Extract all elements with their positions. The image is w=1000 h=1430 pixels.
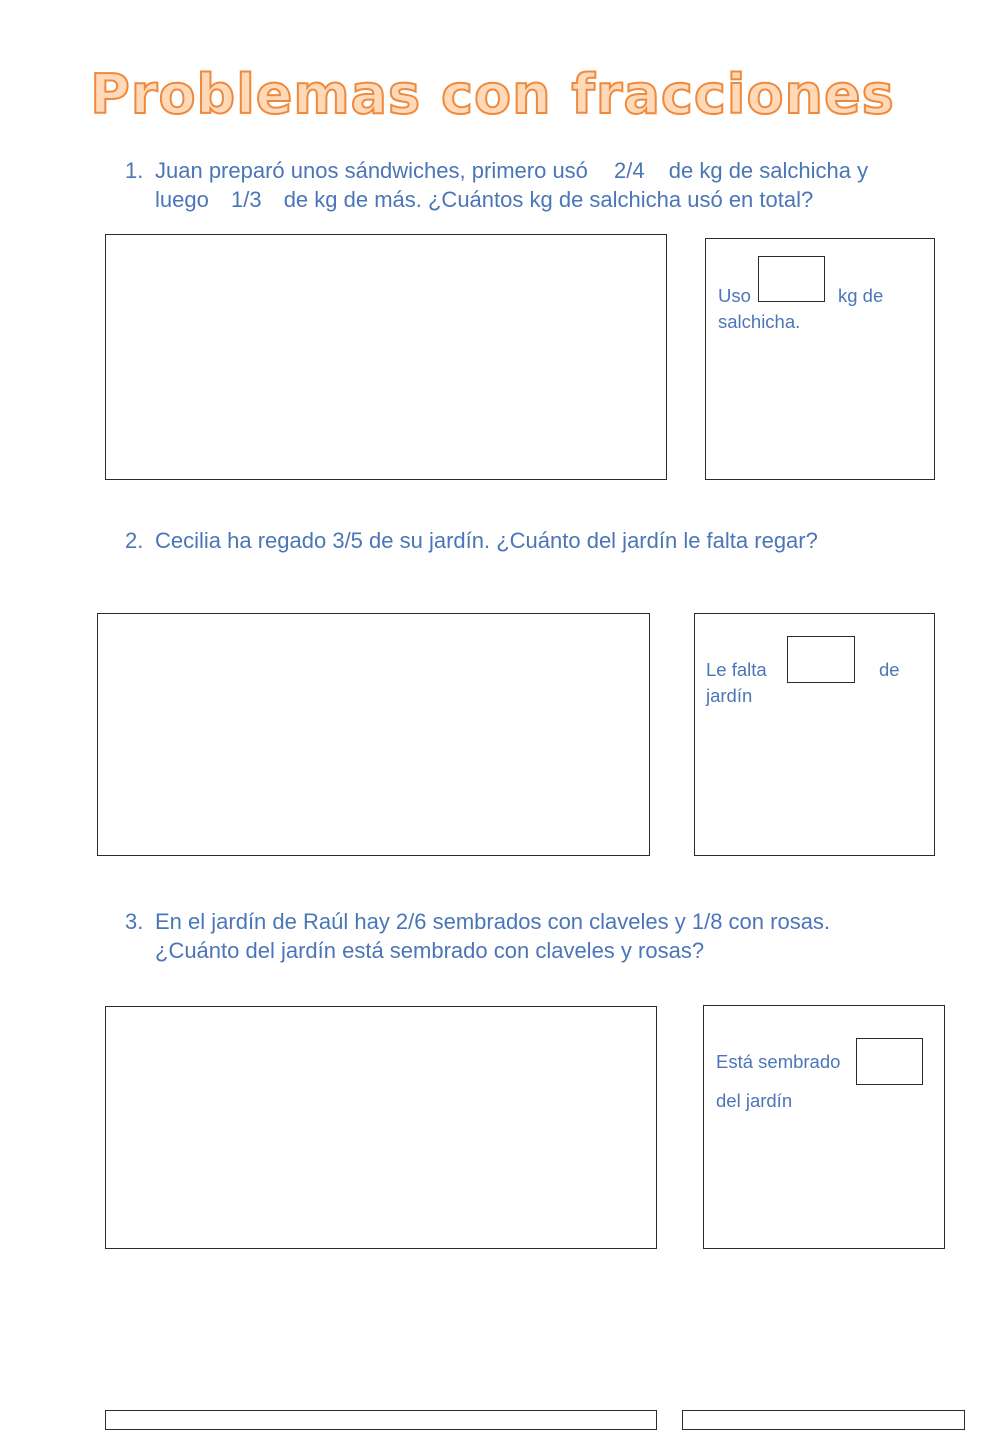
- problem-3-question: 3. En el jardín de Raúl hay 2/6 sembrados con claveles y 1/8 con rosas. ¿Cuánto del jardín está sembrado con claveles y rosas?: [125, 909, 831, 963]
- problem-3-answer-area: [703, 1005, 945, 1249]
- problem-2-answer-area: [694, 613, 935, 856]
- problem-number: 1.: [125, 158, 144, 183]
- fraction: 1/3: [230, 187, 262, 212]
- fraction: 2/4: [614, 158, 645, 183]
- problem-4-work-area[interactable]: [105, 1410, 657, 1430]
- answer-text: del jardín: [716, 1090, 793, 1111]
- problem-4-answer-area: [682, 1410, 965, 1430]
- answer-text: Está sembrado: [716, 1051, 841, 1072]
- problem-number: 2.: [125, 528, 144, 553]
- problem-2-work-area[interactable]: [97, 613, 650, 856]
- problem-2-question: 2. Cecilia ha regado 3/5 de su jardín. ¿Cuánto del jardín le falta regar?: [125, 528, 818, 553]
- answer-text: salchicha.: [718, 311, 801, 332]
- answer-text: Le falta: [706, 659, 767, 680]
- answer-text: Uso: [718, 285, 751, 306]
- answer-text: jardín: [706, 685, 753, 706]
- answer-text: de: [879, 659, 900, 680]
- page-title: Problemas con fracciones: [90, 63, 895, 126]
- problem-1-answer-area: [705, 238, 935, 480]
- answer-blank-input[interactable]: [856, 1038, 923, 1085]
- problem-1-question: 1. Juan preparó unos sándwiches, primero usó 2/4 de kg de salchicha y luego 1/3 de kg de más. ¿Cuántos kg de salchicha usó en total?: [125, 158, 869, 212]
- problem-1-work-area[interactable]: [105, 234, 667, 480]
- problem-number: 3.: [125, 909, 144, 934]
- answer-text: kg de: [838, 285, 884, 306]
- answer-blank-input[interactable]: [787, 636, 855, 683]
- answer-blank-input[interactable]: [758, 256, 825, 302]
- problem-3-work-area[interactable]: [105, 1006, 657, 1249]
